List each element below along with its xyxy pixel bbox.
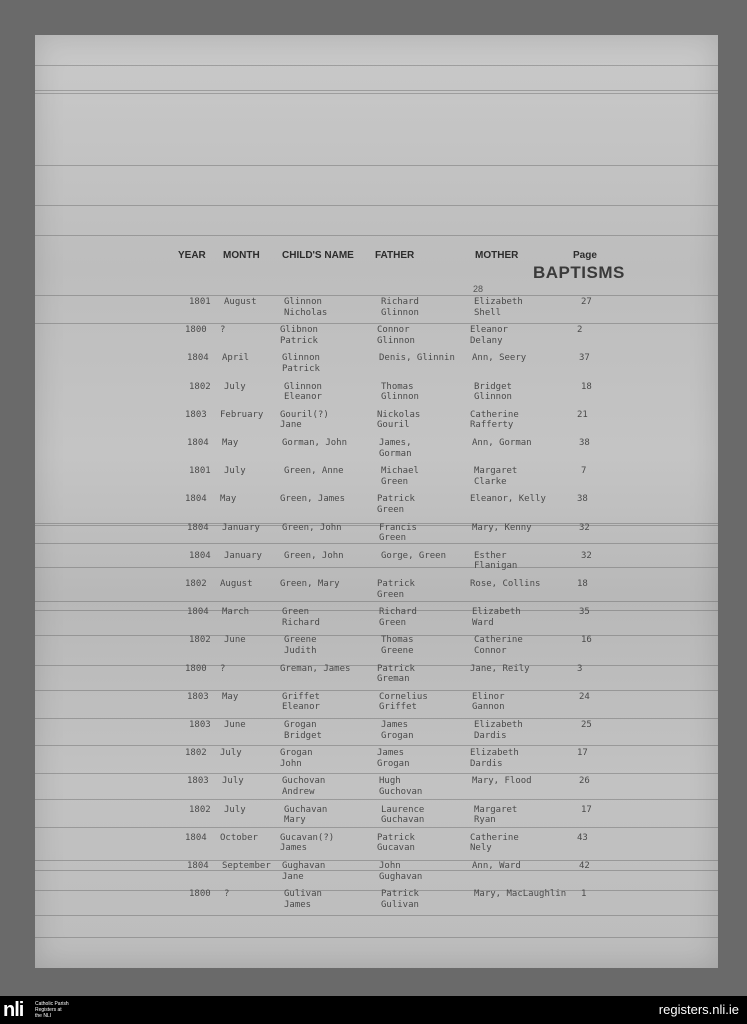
record-year: 1802: [185, 748, 207, 759]
scan-line: [35, 827, 718, 828]
record-child-name: Gucavan(?) James: [280, 832, 335, 854]
record-month: ?: [224, 889, 230, 900]
page-title: BAPTISMS: [533, 263, 625, 282]
record-child-name: Glinnon Patrick: [282, 353, 320, 374]
scan-line: [35, 610, 718, 611]
site-link[interactable]: registers.nli.ie: [658, 1002, 739, 1017]
record-month: ?: [220, 663, 226, 674]
record-father: Thomas Glinnon: [381, 381, 419, 403]
record-year: 1800: [185, 663, 207, 674]
record-year: 1804: [187, 607, 209, 618]
scan-line: [35, 890, 718, 891]
record-child-name: Green, Anne: [284, 466, 344, 477]
header-month: MONTH: [223, 250, 260, 261]
record-month: August: [220, 579, 253, 589]
record-page: 38: [579, 438, 590, 448]
scan-line: [35, 915, 718, 916]
record-year: 1804: [185, 494, 207, 505]
record-child-name: Green, James: [280, 494, 346, 505]
record-year: 1803: [189, 720, 211, 730]
record-year: 1804: [187, 438, 209, 448]
scan-line: [35, 718, 718, 719]
record-mother: Esther Flanigan: [474, 550, 518, 572]
scan-line: [35, 543, 718, 544]
footer-bar: [0, 996, 747, 1024]
record-child-name: Gughavan Jane: [282, 861, 326, 882]
record-mother: Mary, Kenny: [472, 522, 532, 533]
record-month: July: [224, 804, 246, 815]
record-mother: Catherine Rafferty: [470, 409, 519, 431]
record-page: 32: [579, 522, 590, 533]
record-mother: Ann, Ward: [472, 861, 521, 871]
record-month: June: [224, 720, 246, 730]
record-page: 18: [581, 381, 592, 392]
record-year: 1802: [185, 579, 207, 589]
scan-line: [35, 601, 718, 602]
record-mother: Margaret Ryan: [474, 804, 518, 826]
record-child-name: Guchavan Mary: [284, 804, 328, 826]
record-page: 35: [579, 607, 590, 618]
record-mother: Mary, MacLaughlin: [474, 889, 567, 900]
header-father: FATHER: [375, 250, 415, 261]
record-page: 21: [577, 409, 588, 420]
record-father: Denis, Glinnin: [379, 353, 455, 364]
record-mother: Eleanor, Kelly: [470, 494, 546, 505]
record-child-name: Glibnon Patrick: [280, 325, 318, 346]
record-child-name: Griffet Eleanor: [282, 691, 320, 713]
record-child-name: Grogan John: [280, 748, 313, 769]
scan-line: [35, 165, 718, 166]
record-page: 43: [577, 832, 588, 843]
record-month: September: [222, 861, 271, 871]
record-father: Francis Green: [379, 522, 417, 544]
header-mother: MOTHER: [475, 250, 519, 261]
record-month: May: [220, 494, 237, 505]
record-mother: Eleanor Delany: [470, 325, 508, 346]
scan-line: [35, 205, 718, 206]
record-child-name: Green Richard: [282, 607, 320, 628]
record-page: 26: [579, 776, 590, 787]
record-father: Michael Green: [381, 466, 419, 487]
record-child-name: Green, Mary: [280, 579, 340, 589]
record-year: 1802: [189, 381, 211, 392]
record-mother: Mary, Flood: [472, 776, 532, 787]
record-year: 1803: [187, 691, 209, 702]
record-year: 1800: [185, 325, 207, 336]
scan-line: [35, 525, 718, 526]
record-year: 1803: [185, 409, 207, 420]
scan-line: [35, 567, 718, 568]
record-month: May: [222, 438, 239, 448]
logo-caption: Catholic Parish Registers at the NLI: [35, 1001, 69, 1019]
record-child-name: Gorman, John: [282, 438, 348, 448]
record-father: Thomas Greene: [381, 635, 414, 656]
scan-line: [35, 937, 718, 938]
record-year: 1804: [187, 353, 209, 364]
record-month: January: [222, 522, 260, 533]
nli-logo[interactable]: nli: [3, 999, 24, 1021]
record-father: Connor Glinnon: [377, 325, 415, 346]
record-page: 17: [581, 804, 592, 815]
record-father: Nickolas Gouril: [377, 409, 421, 431]
record-father: Richard Glinnon: [381, 297, 419, 318]
scan-line: [35, 635, 718, 636]
record-mother: Rose, Collins: [470, 579, 541, 589]
record-year: 1804: [187, 522, 209, 533]
record-month: January: [224, 550, 262, 561]
record-month: April: [222, 353, 250, 364]
record-page: 32: [581, 550, 592, 561]
record-father: Patrick Greman: [377, 663, 415, 685]
header-page: Page: [573, 250, 597, 261]
record-father: Patrick Green: [377, 579, 415, 600]
record-month: July: [222, 776, 244, 787]
record-page: 18: [577, 579, 588, 589]
record-month: March: [222, 607, 250, 618]
record-child-name: Glinnon Nicholas: [284, 297, 328, 318]
record-page: 2: [577, 325, 583, 336]
record-month: February: [220, 409, 264, 420]
record-year: 1803: [187, 776, 209, 787]
register-page: [35, 35, 718, 968]
record-month: June: [224, 635, 246, 646]
record-year: 1804: [189, 550, 211, 561]
header-child: CHILD'S NAME: [282, 250, 354, 261]
record-year: 1800: [189, 889, 211, 900]
record-father: Laurence Guchavan: [381, 804, 425, 826]
scan-line: [35, 799, 718, 800]
record-child-name: Grogan Bridget: [284, 720, 322, 741]
record-page: 3: [577, 663, 583, 674]
record-father: Patrick Gucavan: [377, 832, 415, 854]
record-mother: Ann, Gorman: [472, 438, 532, 448]
record-child-name: Green, John: [284, 550, 344, 561]
scan-line: [35, 65, 718, 66]
record-year: 1802: [189, 804, 211, 815]
record-page: 37: [579, 353, 590, 364]
record-month: May: [222, 691, 239, 702]
record-father: James Grogan: [381, 720, 414, 741]
scan-line: [35, 235, 718, 236]
record-father: Patrick Green: [377, 494, 415, 515]
record-month: ?: [220, 325, 226, 336]
record-page: 7: [581, 466, 587, 477]
record-month: October: [220, 832, 258, 843]
record-page: 1: [581, 889, 587, 900]
record-mother: Catherine Connor: [474, 635, 523, 656]
record-year: 1801: [189, 297, 211, 307]
record-child-name: Greene Judith: [284, 635, 317, 656]
record-page: 42: [579, 861, 590, 871]
record-child-name: Gulivan James: [284, 889, 322, 910]
record-year: 1804: [185, 832, 207, 843]
scan-line: [35, 773, 718, 774]
record-mother: Elinor Gannon: [472, 691, 505, 713]
record-father: Cornelius Griffet: [379, 691, 428, 713]
record-father: John Gughavan: [379, 861, 423, 882]
scan-line: [35, 93, 718, 94]
scan-line: [35, 90, 718, 91]
record-father: Gorge, Green: [381, 550, 447, 561]
scan-line: [35, 323, 718, 324]
record-mother: Elizabeth Shell: [474, 297, 523, 318]
scan-line: [35, 860, 718, 861]
folio-number: 28: [473, 284, 484, 294]
record-child-name: Glinnon Eleanor: [284, 381, 322, 403]
record-mother: Catherine Nely: [470, 832, 519, 854]
record-father: Patrick Gulivan: [381, 889, 419, 910]
record-page: 27: [581, 297, 592, 307]
record-child-name: Guchovan Andrew: [282, 776, 326, 797]
header-year: YEAR: [178, 250, 206, 261]
record-page: 24: [579, 691, 590, 702]
record-father: Richard Green: [379, 607, 417, 628]
scan-line: [35, 690, 718, 691]
scan-line: [35, 870, 718, 871]
record-mother: Margaret Clarke: [474, 466, 518, 487]
record-year: 1802: [189, 635, 211, 646]
record-child-name: Green, John: [282, 522, 342, 533]
scan-line: [35, 745, 718, 746]
record-page: 38: [577, 494, 588, 505]
record-mother: Ann, Seery: [472, 353, 527, 364]
record-page: 25: [581, 720, 592, 730]
record-year: 1801: [189, 466, 211, 477]
record-mother: Jane, Reily: [470, 663, 530, 674]
record-page: 17: [577, 748, 588, 759]
record-month: July: [224, 381, 246, 392]
record-mother: Elizabeth Dardis: [474, 720, 523, 741]
record-mother: Elizabeth Dardis: [470, 748, 519, 769]
record-father: Hugh Guchovan: [379, 776, 423, 797]
scan-line: [35, 523, 718, 524]
record-month: August: [224, 297, 257, 307]
record-month: July: [220, 748, 242, 759]
record-page: 16: [581, 635, 592, 646]
record-father: James Grogan: [377, 748, 410, 769]
record-month: July: [224, 466, 246, 477]
record-child-name: Greman, James: [280, 663, 351, 674]
record-child-name: Gouril(?) Jane: [280, 409, 329, 431]
scan-line: [35, 295, 718, 296]
record-mother: Elizabeth Ward: [472, 607, 521, 628]
record-father: James, Gorman: [379, 438, 412, 459]
record-mother: Bridget Glinnon: [474, 381, 512, 403]
record-year: 1804: [187, 861, 209, 871]
